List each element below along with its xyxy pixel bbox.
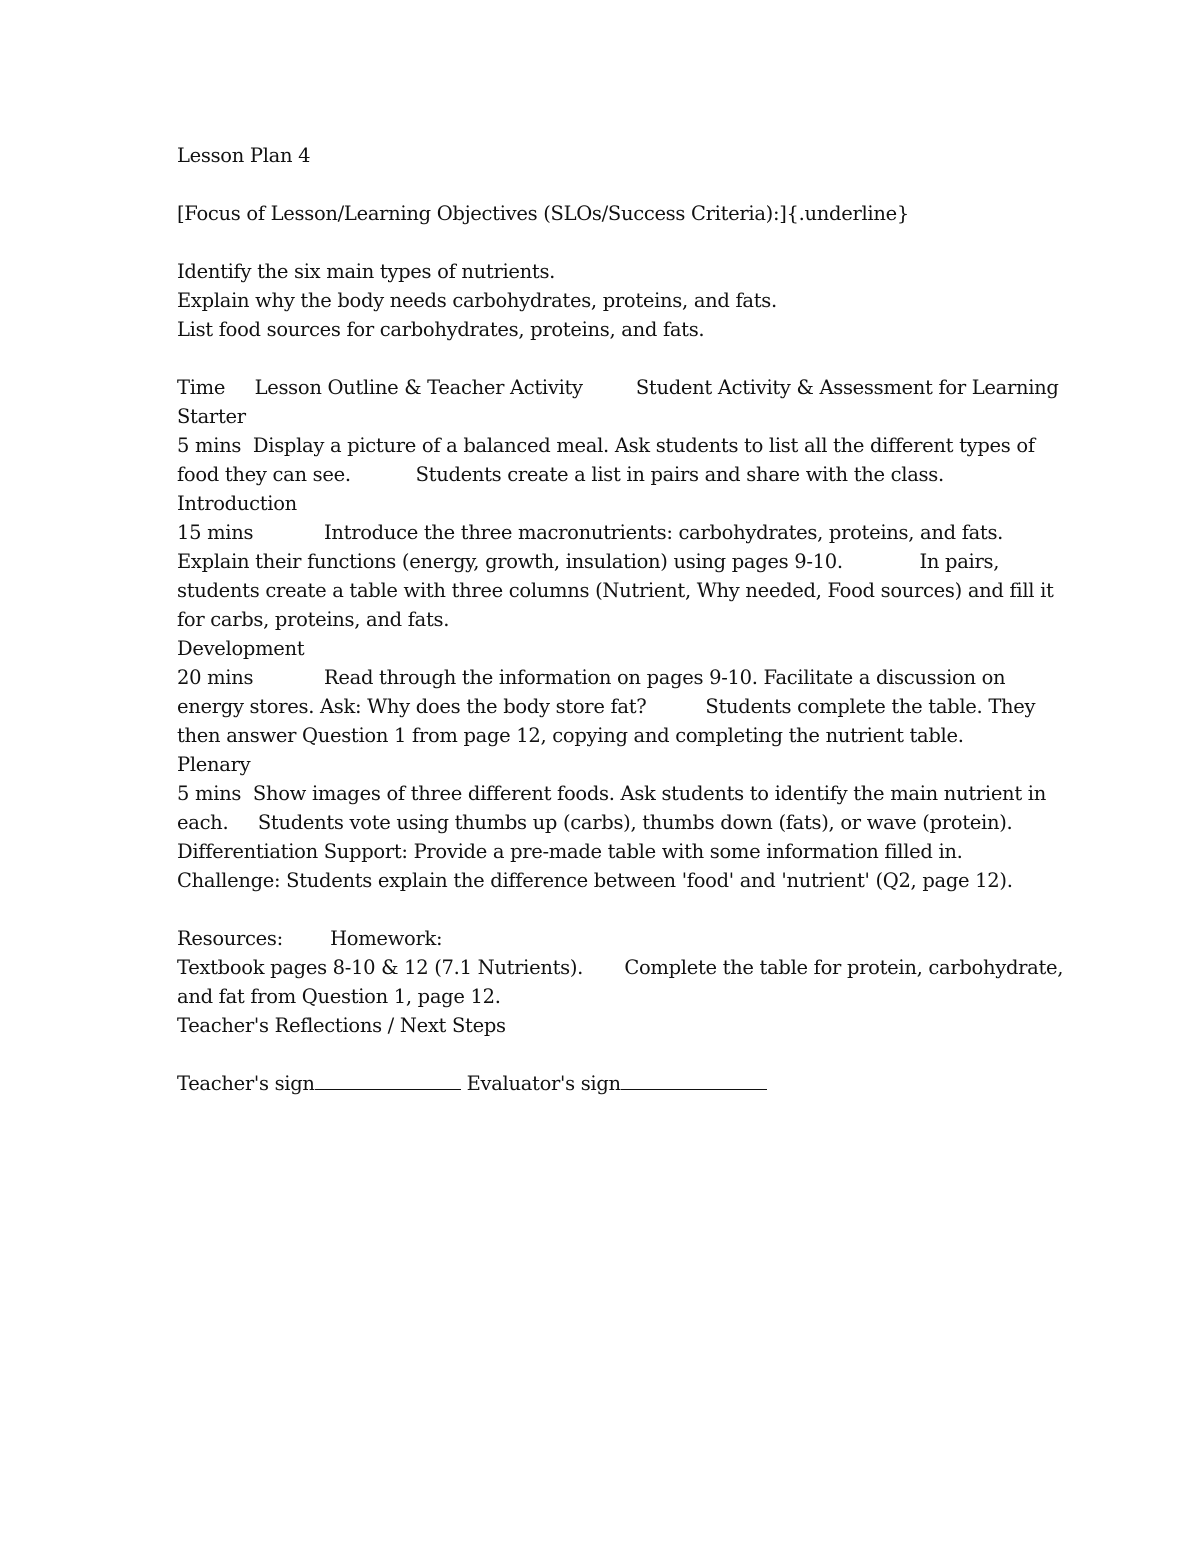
resources-homework-header	[177, 924, 1037, 953]
teacher-sign-line	[315, 1069, 461, 1090]
signature-row	[177, 1069, 1037, 1098]
evaluator-sign-label: Evaluator's sign	[466, 1072, 621, 1095]
development-time: 20 mins	[177, 666, 254, 689]
teacher-sign-label: Teacher's sign	[177, 1072, 315, 1095]
starter-teacher-1: Display a picture of a balanced meal. Ask students to list all the different types of	[252, 434, 1035, 457]
resources-label: Resources:	[177, 927, 283, 950]
development-teacher-1: Read through the information on pages 9-10. Facilitate a discussion on	[324, 666, 1006, 689]
objective-1: Identify the six main types of nutrients.	[177, 260, 556, 283]
development-student-1: Students complete the table. They	[705, 695, 1036, 718]
starter-student: Students create a list in pairs and share with the class.	[415, 463, 944, 486]
objective-2: Explain why the body needs carbohydrates, proteins, and fats.	[177, 289, 777, 312]
introduction-row-2	[177, 547, 1037, 576]
development-teacher-2: energy stores. Ask: Why does the body store fat?	[177, 695, 647, 718]
introduction-teacher-1: Introduce the three macronutrients: carbohydrates, proteins, and fats.	[324, 521, 1004, 544]
introduction-time: 15 mins	[177, 521, 254, 544]
homework-text-1: Complete the table for protein, carbohydrate,	[624, 956, 1064, 979]
resources-text: Textbook pages 8-10 & 12 (7.1 Nutrients).	[177, 956, 584, 979]
development-label: Development	[177, 637, 305, 660]
development-row-1	[177, 663, 1037, 692]
table-header	[177, 373, 1059, 402]
homework-label: Homework:	[330, 927, 443, 950]
development-student-2: then answer Question 1 from page 12, copying and completing the nutrient table.	[177, 724, 964, 747]
plenary-row-1	[177, 779, 1046, 808]
document-body	[177, 141, 1064, 1098]
header-time: Time	[177, 376, 226, 399]
focus-heading: [Focus of Lesson/Learning Objectives (SLOs/Success Criteria):]{.underline}	[177, 202, 909, 225]
plenary-teacher-1: Show images of three different foods. Ask students to identify the main nutrient in	[252, 782, 1046, 805]
plenary-row-2	[177, 808, 1037, 837]
plenary-student: Students vote using thumbs up (carbs), thumbs down (fats), or wave (protein).	[257, 811, 1013, 834]
introduction-teacher-2: Explain their functions (energy, growth, insulation) using pages 9-10.	[177, 550, 843, 573]
homework-text-2: and fat from Question 1, page 12.	[177, 985, 501, 1008]
starter-teacher-2: food they can see.	[177, 463, 351, 486]
starter-time: 5 mins	[177, 434, 242, 457]
challenge: Challenge: Students explain the difference between 'food' and 'nutrient' (Q2, page 12).	[177, 869, 1013, 892]
header-student: Student Activity & Assessment for Learning	[635, 376, 1059, 399]
document-title: Lesson Plan 4	[177, 144, 311, 167]
introduction-student-2: students create a table with three columns (Nutrient, Why needed, Food sources) and fill it	[177, 579, 1054, 602]
objective-3: List food sources for carbohydrates, proteins, and fats.	[177, 318, 705, 341]
introduction-student-3: for carbs, proteins, and fats.	[177, 608, 450, 631]
starter-label: Starter	[177, 405, 246, 428]
resources-homework-row	[177, 953, 1064, 982]
development-row-2	[177, 692, 1037, 721]
introduction-label: Introduction	[177, 492, 297, 515]
evaluator-sign-line	[621, 1069, 767, 1090]
introduction-row-1	[177, 518, 1037, 547]
starter-row-1	[177, 431, 1037, 460]
teacher-reflections: Teacher's Reflections / Next Steps	[177, 1014, 506, 1037]
introduction-student-1: In pairs,	[919, 550, 1000, 573]
plenary-time: 5 mins	[177, 782, 242, 805]
plenary-teacher-2: each.	[177, 811, 229, 834]
starter-row-2	[177, 460, 1037, 489]
plenary-label: Plenary	[177, 753, 251, 776]
header-teacher: Lesson Outline & Teacher Activity	[254, 376, 583, 399]
differentiation-support: Differentiation Support: Provide a pre-made table with some information filled in.	[177, 840, 963, 863]
